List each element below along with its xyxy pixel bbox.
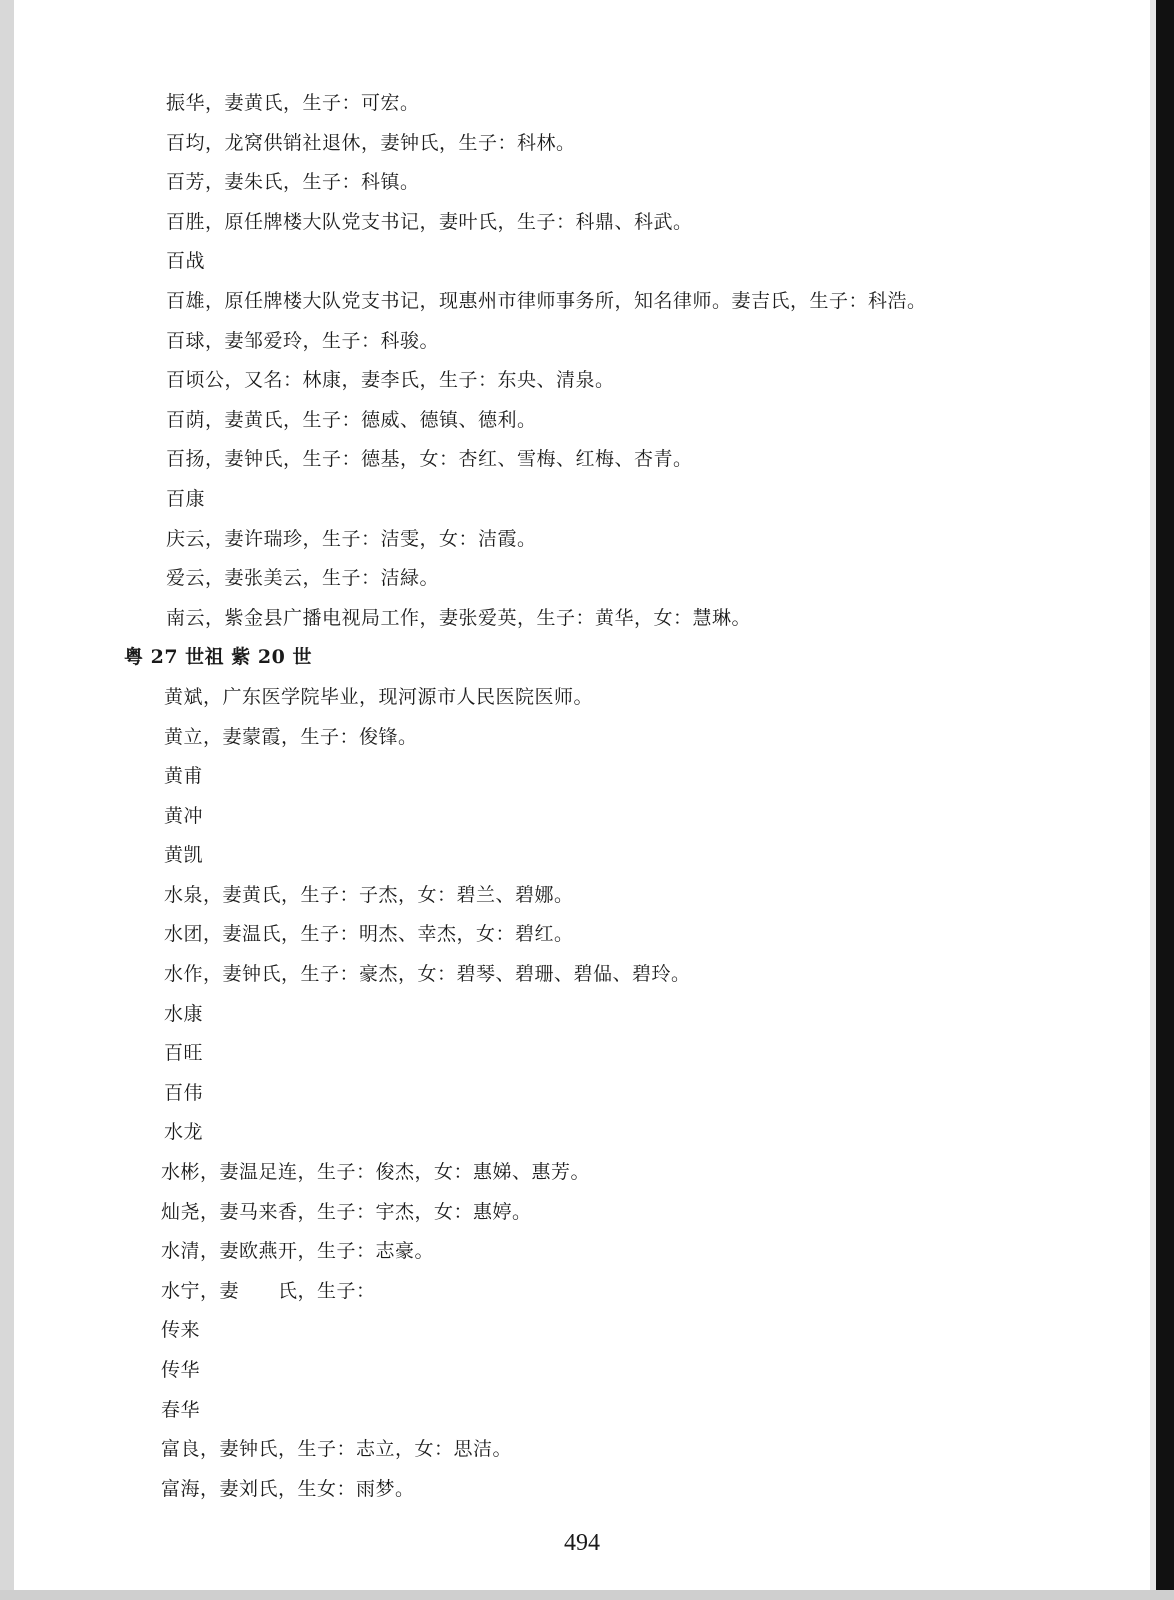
genealogy-group-1 <box>0 84 1140 638</box>
genealogy-entry: 水彬，妻温足连，生子：俊杰，女：惠娣、惠芳。 <box>161 1161 591 1184</box>
genealogy-entry: 百康 <box>166 487 206 510</box>
genealogy-entry: 百扬，妻钟氏，生子：德基，女：杏红、雪梅、红梅、杏青。 <box>166 448 693 471</box>
genealogy-entry: 富海，妻刘氏，生女：雨梦。 <box>161 1477 415 1500</box>
genealogy-entry: 百荫，妻黄氏，生子：德威、德镇、德利。 <box>166 408 537 431</box>
genealogy-entry: 水康 <box>164 1002 204 1025</box>
genealogy-entry: 振华，妻黄氏，生子：可宏。 <box>166 92 420 114</box>
genealogy-entry: 传来 <box>161 1319 201 1342</box>
genealogy-entry: 百雄，原任牌楼大队党支书记，现惠州市律师事务所，知名律师。妻吉氏，生子：科浩。 <box>166 289 927 312</box>
genealogy-entry: 春华 <box>161 1398 201 1421</box>
genealogy-entry: 黄斌，广东医学院毕业，现河源市人民医院医师。 <box>164 685 594 708</box>
genealogy-group-2 <box>0 678 1140 1153</box>
genealogy-entry: 百胜，原任牌楼大队党支书记，妻叶氏，生子：科鼎、科武。 <box>166 210 693 233</box>
genealogy-entry: 水清，妻欧燕开，生子：志豪。 <box>161 1240 435 1263</box>
genealogy-page <box>0 84 1140 1509</box>
genealogy-entry: 百球，妻邹爱玲，生子：科骏。 <box>166 329 440 352</box>
scan-edge-right <box>1150 0 1174 1600</box>
genealogy-entry: 水宁，妻 氏，生子： <box>161 1279 376 1302</box>
genealogy-entry: 黄立，妻蒙霞，生子：俊锋。 <box>164 725 418 748</box>
genealogy-entry: 百旺 <box>164 1042 204 1065</box>
genealogy-entry: 富良，妻钟氏，生子：志立，女：思洁。 <box>161 1438 513 1461</box>
genealogy-entry: 传华 <box>161 1359 201 1381</box>
genealogy-entry: 爱云，妻张美云，生子：洁緑。 <box>166 567 440 590</box>
genealogy-entry: 水龙 <box>164 1121 204 1144</box>
genealogy-entry: 水泉，妻黄氏，生子：子杰，女：碧兰、碧娜。 <box>164 883 574 906</box>
generation-heading: 粤 27 世祖 紫 20 世 <box>124 646 312 669</box>
page-number: 494 <box>564 1530 600 1556</box>
genealogy-entry: 水团，妻温氏，生子：明杰、幸杰，女：碧红。 <box>164 923 574 946</box>
genealogy-entry: 百战 <box>166 250 206 273</box>
genealogy-entry: 百均，龙窝供销社退休，妻钟氏，生子：科林。 <box>166 131 576 154</box>
genealogy-entry: 黄冲 <box>164 804 204 827</box>
genealogy-entry: 灿尧，妻马来香，生子：宇杰，女：惠婷。 <box>161 1200 532 1223</box>
genealogy-entry: 黄凯 <box>164 844 204 867</box>
genealogy-entry: 水作，妻钟氏，生子：豪杰，女：碧琴、碧珊、碧偘、碧玲。 <box>164 963 691 986</box>
genealogy-entry: 黄甫 <box>164 765 204 788</box>
scan-edge-bottom <box>0 1590 1174 1600</box>
genealogy-entry: 百芳，妻朱氏，生子：科镇。 <box>166 171 420 194</box>
genealogy-entry: 百伟 <box>164 1081 204 1104</box>
genealogy-entry: 南云，紫金县广播电视局工作，妻张爱英，生子：黄华，女：慧琳。 <box>166 606 752 629</box>
genealogy-entry: 庆云，妻许瑞珍，生子：洁雯，女：洁霞。 <box>166 527 537 550</box>
genealogy-entry: 百顷公，又名：林康，妻李氏，生子：东央、清泉。 <box>166 369 615 392</box>
genealogy-group-3 <box>0 1153 1140 1509</box>
